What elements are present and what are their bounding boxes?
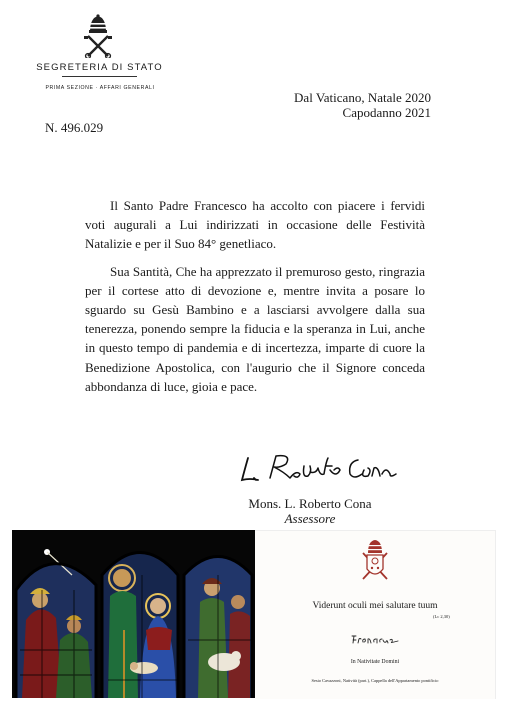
signer-title: Assessore <box>284 511 336 526</box>
papal-signature-icon <box>350 631 400 641</box>
signer-block <box>240 496 380 526</box>
letter-paragraph: Il Santo Padre Francesco ha accolto con piacere i fervidi voti augurali a Lui indirizzati in occasione delle Festività Natalizie e per il Suo 84° genetliaco. <box>85 198 425 252</box>
card-motto: Viderunt oculi mei salutare tuum <box>312 601 438 611</box>
signer-name: Mons. L. Roberto Cona <box>248 496 372 511</box>
card-image-credit: Sesto Cavazzoni, Natività (part.), Cappella dell'Appartamento pontificio <box>311 678 439 683</box>
protocol-number: N. 496.029 <box>45 120 104 135</box>
stained-glass-nativity-icon <box>12 530 255 698</box>
papal-coat-of-arms-icon <box>360 539 390 583</box>
place-date <box>294 90 431 120</box>
christmas-card <box>255 530 496 699</box>
department-section: PRIMA SEZIONE · AFFARI GENERALI <box>45 85 155 91</box>
papal-keys-tiara-icon <box>80 14 116 58</box>
card-scripture-reference: (Lc 2,30) <box>433 614 450 619</box>
card-occasion: In Nativitate Domini <box>350 659 400 665</box>
place-date-line1: Dal Vaticano, Natale 2020 <box>294 90 431 105</box>
letterhead-divider <box>62 76 137 77</box>
letter-body <box>85 196 425 404</box>
letter-paragraph: Sua Santità, Che ha apprezzato il premuroso gesto, ringrazia per il cortese atto di devozione e, mentre invita a posare lo sguardo su Gesù Bambino e a lasciarsi avvolgere dalla sua tenerezza, ponendo sempre la fiducia e la speranza in Lui, anche in questo tempo di pandemia e di incertezza, imparte di cuore la Benedizione Apostolica, con l'augurio che il Signore conceda abbondanza di luce, gioia e pace. <box>85 263 425 394</box>
handwritten-signature-icon <box>240 452 400 486</box>
place-date-line2: Capodanno 2021 <box>342 105 431 120</box>
department-name: SEGRETERIA DI STATO <box>36 62 163 73</box>
